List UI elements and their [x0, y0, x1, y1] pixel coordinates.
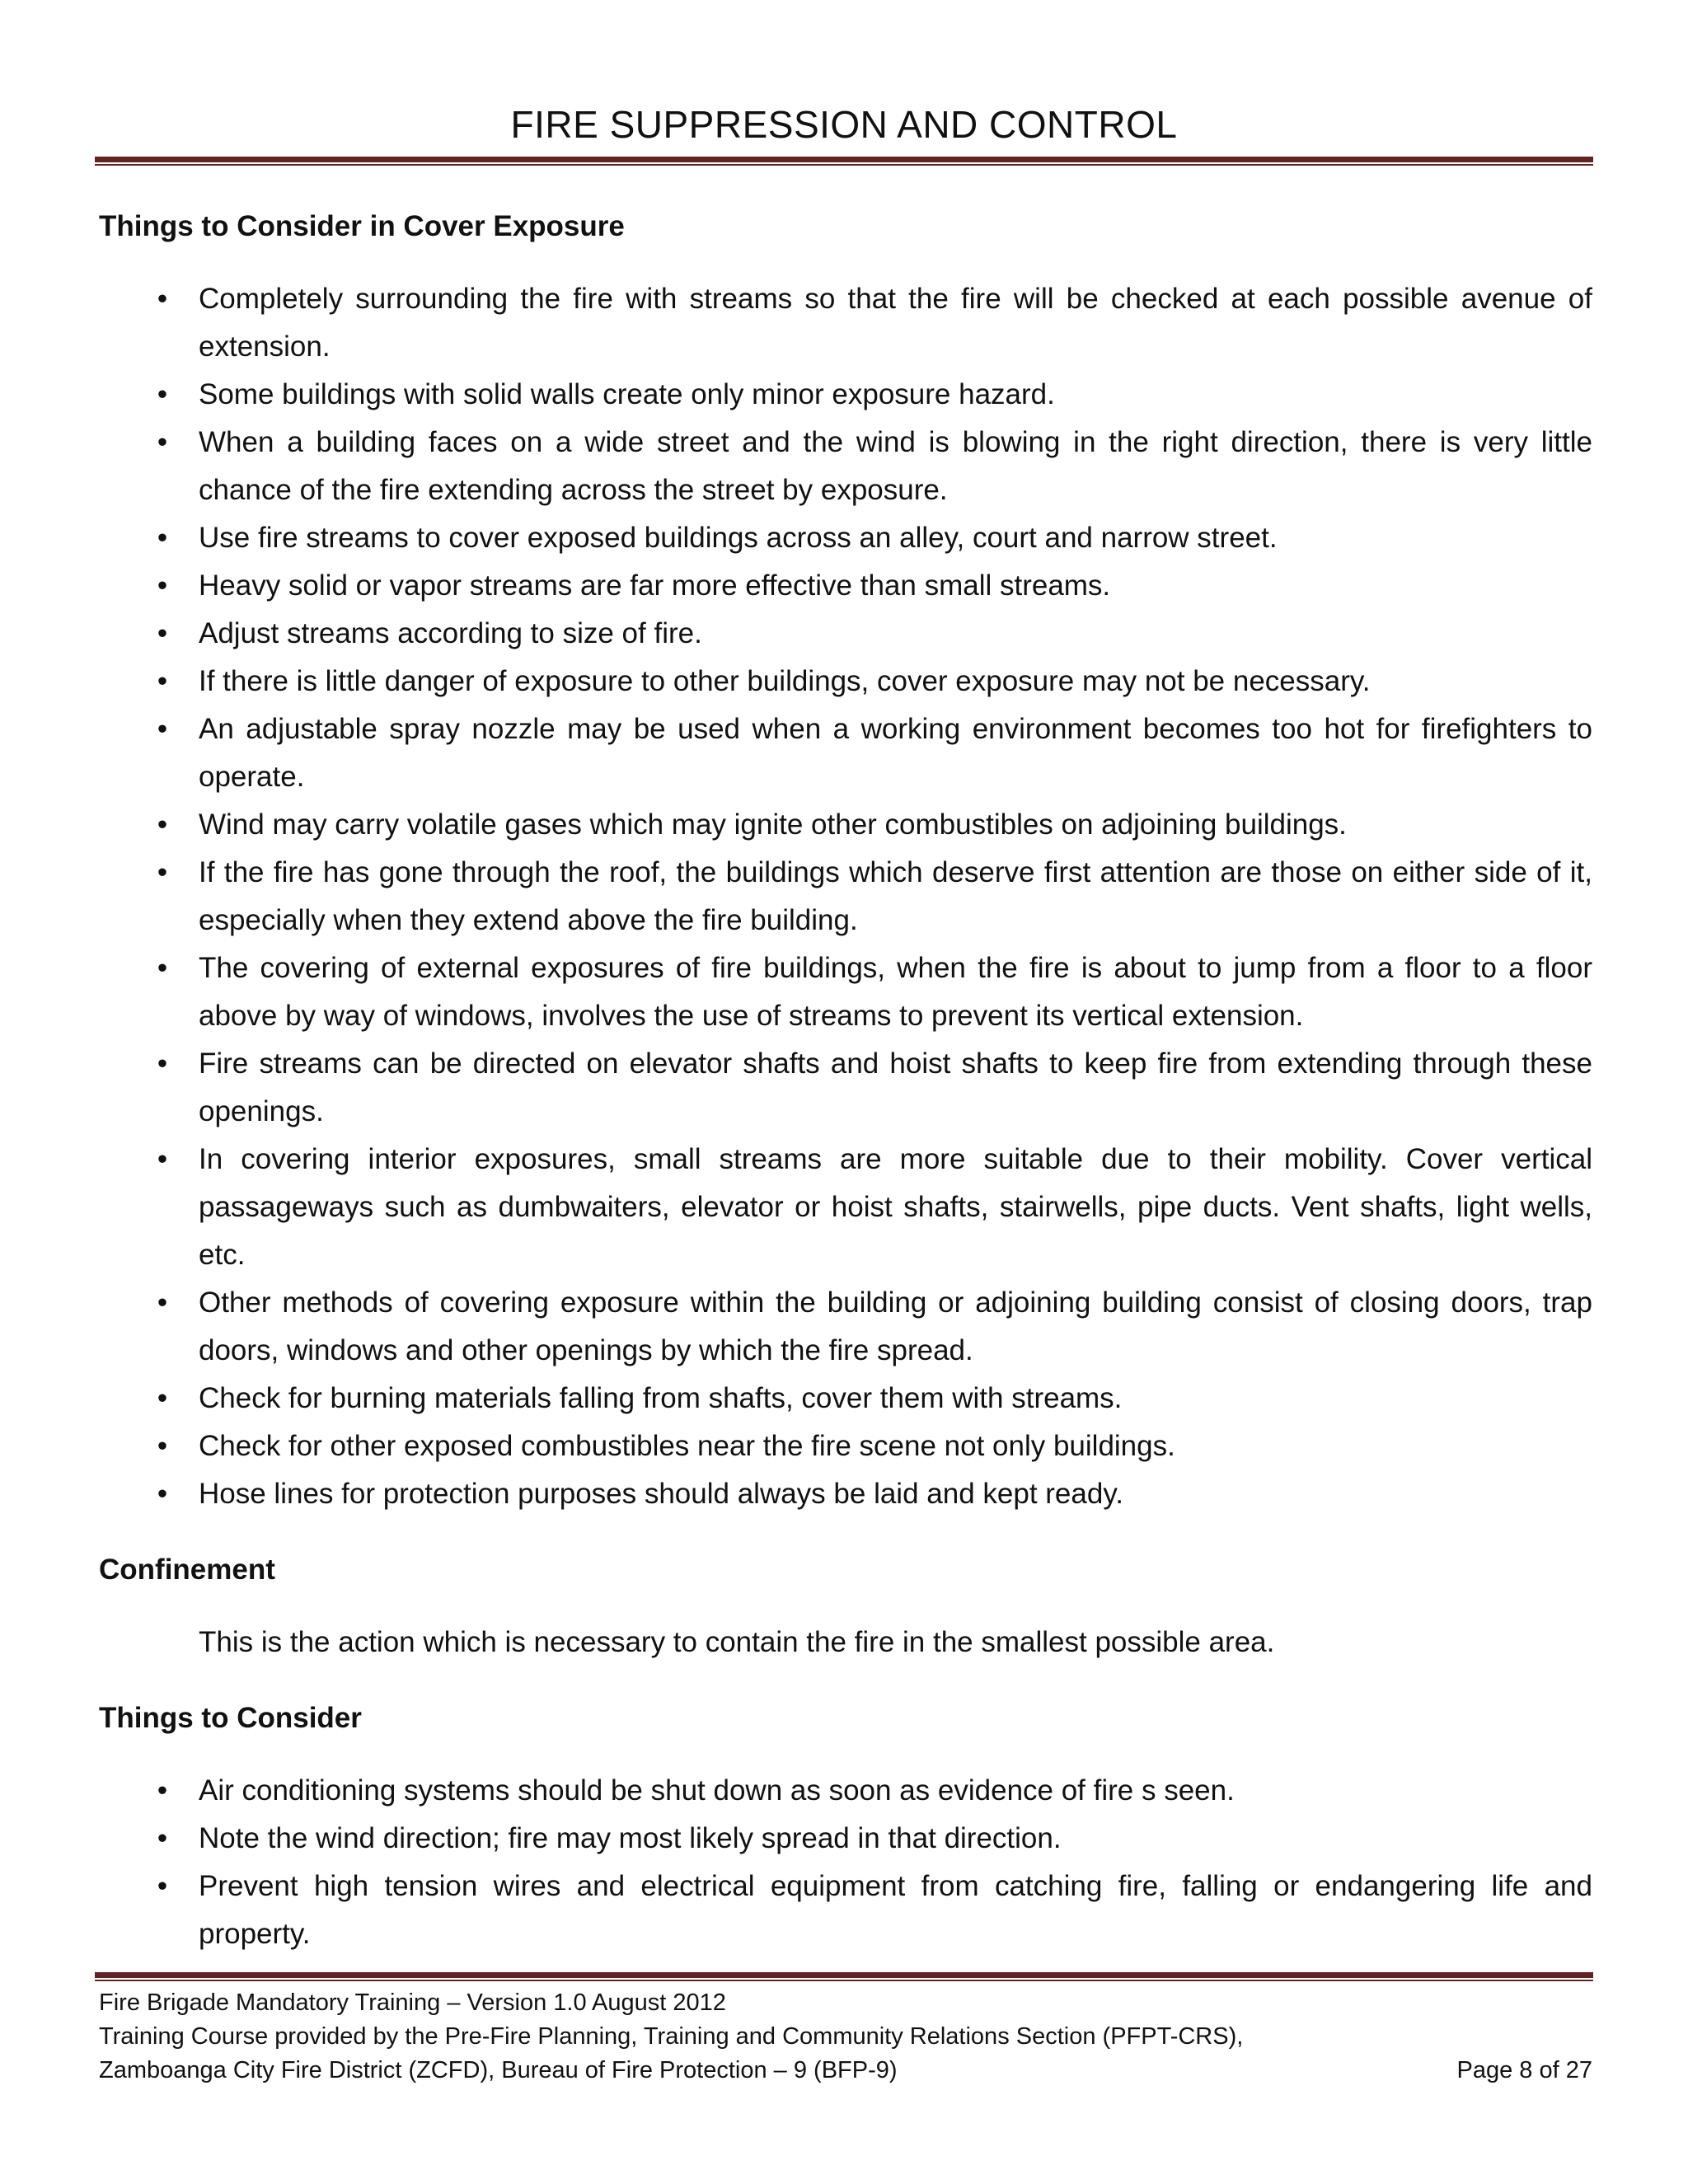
list-item [99, 1815, 1592, 1863]
list-item [99, 849, 1592, 944]
bullet-icon: • [157, 1478, 168, 1510]
footer-line-2: Training Course provided by the Pre-Fire Planning, Training and Community Relations Section (PFPT-CRS), [99, 2023, 1244, 2050]
list-item [99, 1767, 1592, 1815]
list-item [99, 1470, 1592, 1518]
list-item-text: Check for burning materials falling from shafts, cover them with streams. [199, 1382, 1123, 1414]
list-item [99, 562, 1592, 610]
list-item [99, 944, 1592, 1040]
section-heading-cover-exposure: Things to Consider in Cover Exposure [99, 210, 625, 242]
list-item [99, 419, 1592, 514]
list-item-text: Adjust streams according to size of fire. [199, 617, 702, 649]
list-item-text: The covering of external exposures of fire buildings, when the fire is about to jump from a floor to a floor above by way of windows, involves the use of streams to prevent its vertical extension. [199, 952, 1592, 1032]
page-title: FIRE SUPPRESSION AND CONTROL [510, 103, 1178, 146]
bullet-icon: • [157, 713, 168, 745]
list-item-text: If the fire has gone through the roof, the buildings which deserve first attention are those on either side of it, especially when they extend above the fire building. [199, 856, 1592, 936]
list-item-text: When a building faces on a wide street and the wind is blowing in the right direction, there is very little chance of the fire extending across the street by exposure. [199, 426, 1592, 506]
confinement-paragraph: This is the action which is necessary to contain the fire in the smallest possible area. [199, 1626, 1275, 1658]
bullet-icon: • [157, 1822, 168, 1854]
bullet-icon: • [157, 1047, 168, 1080]
page-number: Page 8 of 27 [1456, 2057, 1592, 2083]
list-item-text: Prevent high tension wires and electrical equipment from catching fire, falling or endangering life and property. [199, 1870, 1592, 1950]
header-rule-thin [95, 164, 1593, 166]
list-item [99, 1040, 1592, 1136]
bullet-icon: • [157, 522, 168, 554]
list-item-text: Air conditioning systems should be shut down as soon as evidence of fire s seen. [199, 1774, 1235, 1807]
bullet-icon: • [157, 617, 168, 649]
list-item-text: In covering interior exposures, small streams are more suitable due to their mobility. Cover vertical passageways such as dumbwaiters, elevator or hoist shafts, stairwells, pipe ducts. Vent shafts, light wells, etc. [199, 1143, 1592, 1271]
footer-line-1: Fire Brigade Mandatory Training – Version 1.0 August 2012 [99, 1990, 726, 2016]
list-item-text: An adjustable spray nozzle may be used when a working environment becomes too hot for firefighters to operate. [199, 713, 1592, 793]
footer-rule-thick [95, 1972, 1593, 1978]
footer-rule [95, 1972, 1593, 1982]
bullet-icon: • [157, 283, 168, 315]
bullet-icon: • [157, 1870, 168, 1902]
bullet-icon: • [157, 808, 168, 841]
list-item [99, 610, 1592, 658]
list-item [99, 705, 1592, 801]
things-to-consider-list [99, 1767, 1592, 1958]
list-item [99, 658, 1592, 705]
list-item-text: Hose lines for protection purposes should always be laid and kept ready. [199, 1478, 1123, 1510]
bullet-icon: • [157, 856, 168, 888]
footer-line-3: Zamboanga City Fire District (ZCFD), Bureau of Fire Protection – 9 (BFP-9) [99, 2057, 898, 2083]
list-item-text: Use fire streams to cover exposed buildings across an alley, court and narrow street. [199, 522, 1278, 554]
page-footer [99, 1986, 1592, 2088]
list-item [99, 371, 1592, 419]
list-item-text: Other methods of covering exposure within the building or adjoining building consist of closing doors, trap doors, windows and other openings by which the fire spread. [199, 1286, 1592, 1366]
footer-rule-thin [95, 1980, 1593, 1981]
list-item [99, 275, 1592, 371]
list-item-text: Some buildings with solid walls create only minor exposure hazard. [199, 378, 1055, 410]
bullet-icon: • [157, 1143, 168, 1175]
list-item-text: Check for other exposed combustibles near the fire scene not only buildings. [199, 1430, 1175, 1462]
list-item-text: If there is little danger of exposure to other buildings, cover exposure may not be necessary. [199, 665, 1371, 697]
list-item [99, 1422, 1592, 1470]
list-item [99, 1279, 1592, 1375]
page-content [99, 203, 1592, 1958]
bullet-icon: • [157, 1286, 168, 1319]
list-item-text: Fire streams can be directed on elevator shafts and hoist shafts to keep fire from extending through these openings. [199, 1047, 1592, 1127]
bullet-icon: • [157, 1774, 168, 1807]
list-item-text: Note the wind direction; fire may most likely spread in that direction. [199, 1822, 1062, 1854]
bullet-icon: • [157, 378, 168, 410]
bullet-icon: • [157, 1430, 168, 1462]
bullet-icon: • [157, 426, 168, 458]
header-rule [95, 157, 1593, 166]
header-rule-thick [95, 157, 1593, 162]
section-heading-confinement: Confinement [99, 1554, 275, 1586]
list-item-text: Heavy solid or vapor streams are far more effective than small streams. [199, 569, 1111, 602]
footer-line-3-wrap [99, 2054, 1592, 2088]
bullet-icon: • [157, 569, 168, 602]
list-item-text: Wind may carry volatile gases which may ignite other combustibles on adjoining buildings. [199, 808, 1347, 841]
list-item [99, 1863, 1592, 1958]
list-item [99, 514, 1592, 562]
bullet-icon: • [157, 1382, 168, 1414]
cover-exposure-list [99, 275, 1592, 1518]
list-item [99, 801, 1592, 849]
list-item-text: Completely surrounding the fire with streams so that the fire will be checked at each possible avenue of extension. [199, 283, 1592, 363]
bullet-icon: • [157, 665, 168, 697]
section-heading-things-to-consider: Things to Consider [99, 1702, 362, 1734]
bullet-icon: • [157, 952, 168, 984]
list-item [99, 1136, 1592, 1279]
list-item [99, 1375, 1592, 1422]
